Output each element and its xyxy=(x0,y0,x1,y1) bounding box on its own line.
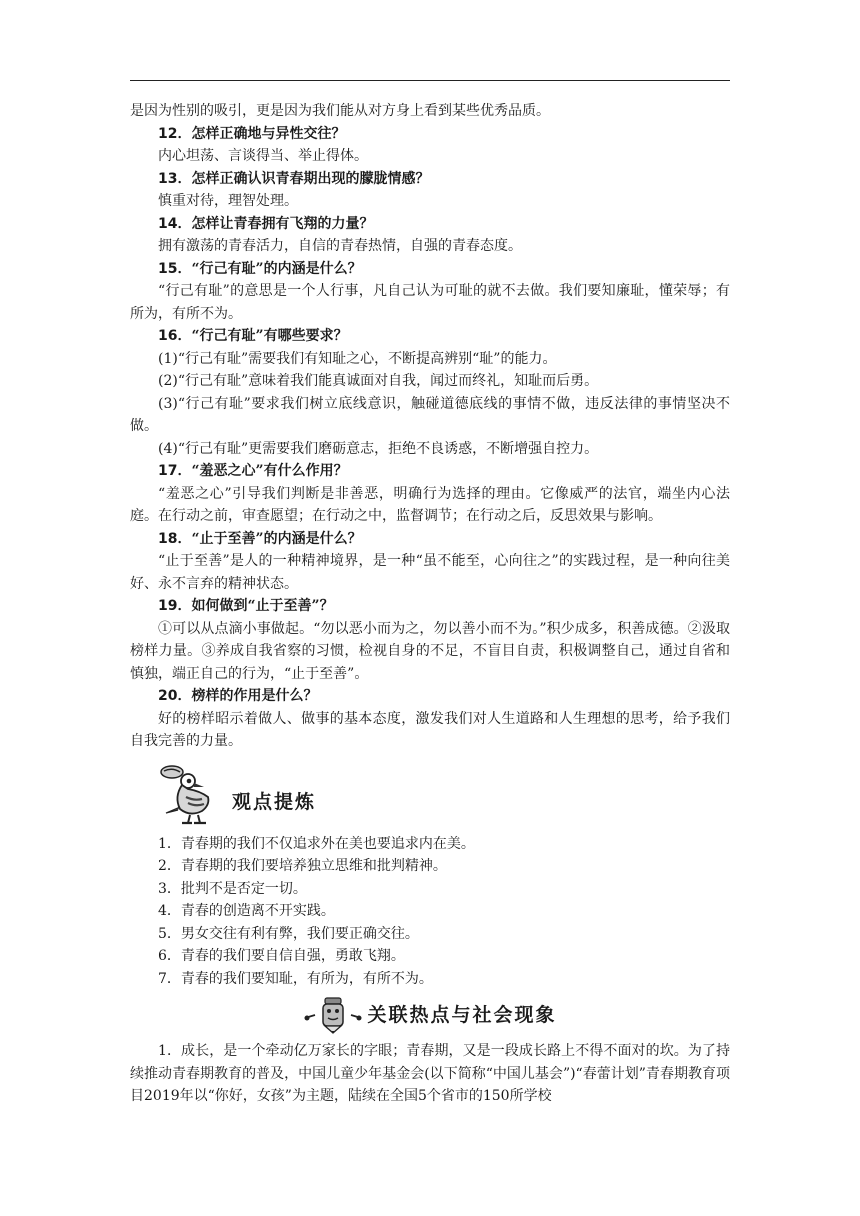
answer-text: 拥有激荡的青春活力，自信的青春热情，自强的青春态度。 xyxy=(158,238,522,254)
question-heading xyxy=(130,325,730,348)
viewpoint-item: 1．青春期的我们不仅追求外在美也要追求内在美。 xyxy=(158,835,475,852)
question-heading xyxy=(130,123,730,146)
question-heading xyxy=(130,213,730,236)
intro-line: 是因为性别的吸引，更是因为我们能从对方身上看到某些优秀品质。 xyxy=(130,103,550,119)
answer-text: “行己有耻”的意思是一个人行事，凡自己认为可耻的就不去做。我们要知廉耻，懂荣辱；有所为，有所不为。 xyxy=(130,283,730,322)
answer-text: (3)“行己有耻”要求我们树立底线意识，触碰道德底线的事情不做，违反法律的事情坚决不做。 xyxy=(130,395,730,434)
question-text: 如何做到“止于至善”？ xyxy=(191,598,334,614)
answer-text: “止于至善”是人的一种精神境界，是一种“虽不能至，心向往之”的实践过程，是一种向往美好、永不言弃的精神状态。 xyxy=(130,553,730,592)
question-number: 18． xyxy=(158,530,192,547)
answer-text: (2)“行己有耻”意味着我们能真诚面对自我，闻过而终礼，知耻而后勇。 xyxy=(158,373,599,389)
answer-text: 内心坦荡、言谈得当、举止得体。 xyxy=(158,148,368,164)
question-text: “止于至善”的内涵是什么？ xyxy=(191,530,362,547)
viewpoint-item: 6．青春的我们要自信自强，勇敢飞翔。 xyxy=(158,948,405,964)
section-hotspots-title: 关联热点与社会现象 xyxy=(367,1003,557,1026)
question-number: 19． xyxy=(158,598,192,614)
question-number: 17． xyxy=(158,463,192,479)
section-viewpoints-title: 观点提炼 xyxy=(232,791,317,814)
question-heading xyxy=(130,168,730,191)
question-text: “行己有耻”有哪些要求？ xyxy=(191,328,348,344)
question-number: 14． xyxy=(158,215,192,232)
answer-text: “羞恶之心”引导我们判断是非善恶，明确行为选择的理由。它像威严的法官，端坐内心法庭。在行动之前，审查愿望；在行动之中，监督调节；在行动之后，反思效果与影响。 xyxy=(130,485,730,524)
answer-text: (1)“行己有耻”需要我们有知耻之心，不断提高辨别“耻”的能力。 xyxy=(158,350,557,367)
qa-list xyxy=(130,123,730,753)
question-number: 15． xyxy=(158,260,192,277)
question-text: 怎样让青春拥有飞翔的力量？ xyxy=(191,215,374,232)
question-number: 13． xyxy=(158,170,192,187)
question-text: 怎样正确认识青春期出现的朦胧情感？ xyxy=(191,170,430,187)
header-rule xyxy=(130,80,730,81)
answer-text: 慎重对待，理智处理。 xyxy=(158,193,298,209)
question-heading xyxy=(130,460,730,483)
hotspot-paragraph: 1．成长，是一个牵动亿万家长的字眼；青春期，又是一段成长路上不得不面对的坎。为了持续推动青春期教育的普及，中国儿童少年基金会(以下简称“中国儿基会”)“春蕾计划”青春期教育项目2019年以“你好，女孩”为主题，陆续在全国5个省市的150所学校 xyxy=(130,1043,730,1104)
section-viewpoints-header xyxy=(158,763,730,827)
question-text: “行己有耻”的内涵是什么？ xyxy=(191,260,362,277)
question-text: 榜样的作用是什么？ xyxy=(191,688,318,704)
viewpoint-item: 7．青春的我们要知耻，有所为，有所不为。 xyxy=(158,970,433,987)
viewpoint-item: 4．青春的创造离不开实践。 xyxy=(158,903,335,919)
section-hotspots-header xyxy=(130,996,730,1034)
question-heading xyxy=(130,685,730,708)
viewpoint-item: 3．批判不是否定一切。 xyxy=(158,880,307,897)
question-heading xyxy=(130,258,730,281)
question-number: 16． xyxy=(158,328,192,344)
question-number: 20． xyxy=(158,688,192,704)
question-text: 怎样正确地与异性交往？ xyxy=(191,125,346,142)
answer-text: (4)“行己有耻”更需要我们磨砺意志，拒绝不良诱惑，不断增强自控力。 xyxy=(158,440,599,457)
page-content xyxy=(130,100,730,1108)
pencil-mascot-icon xyxy=(303,996,363,1034)
answer-text: ①可以从点滴小事做起。“勿以恶小而为之，勿以善小而不为。”积少成多，积善成德。②汲取榜样力量。③养成自我省察的习惯，检视自身的不足，不盲目自责，积极调整自己，通过自省和慎独，端正自己的行为，“止于至善”。 xyxy=(130,620,730,682)
question-number: 12． xyxy=(158,125,192,142)
viewpoint-item: 5．男女交往有利有弊，我们要正确交往。 xyxy=(158,925,419,942)
bird-mascot-icon xyxy=(158,763,228,827)
question-text: “羞恶之心”有什么作用？ xyxy=(191,463,348,479)
question-heading xyxy=(130,595,730,618)
viewpoint-item: 2．青春期的我们要培养独立思维和批判精神。 xyxy=(158,858,447,874)
question-heading xyxy=(130,528,730,551)
viewpoints-list xyxy=(130,833,730,991)
answer-text: 好的榜样昭示着做人、做事的基本态度，激发我们对人生道路和人生理想的思考，给予我们自我完善的力量。 xyxy=(130,710,730,749)
